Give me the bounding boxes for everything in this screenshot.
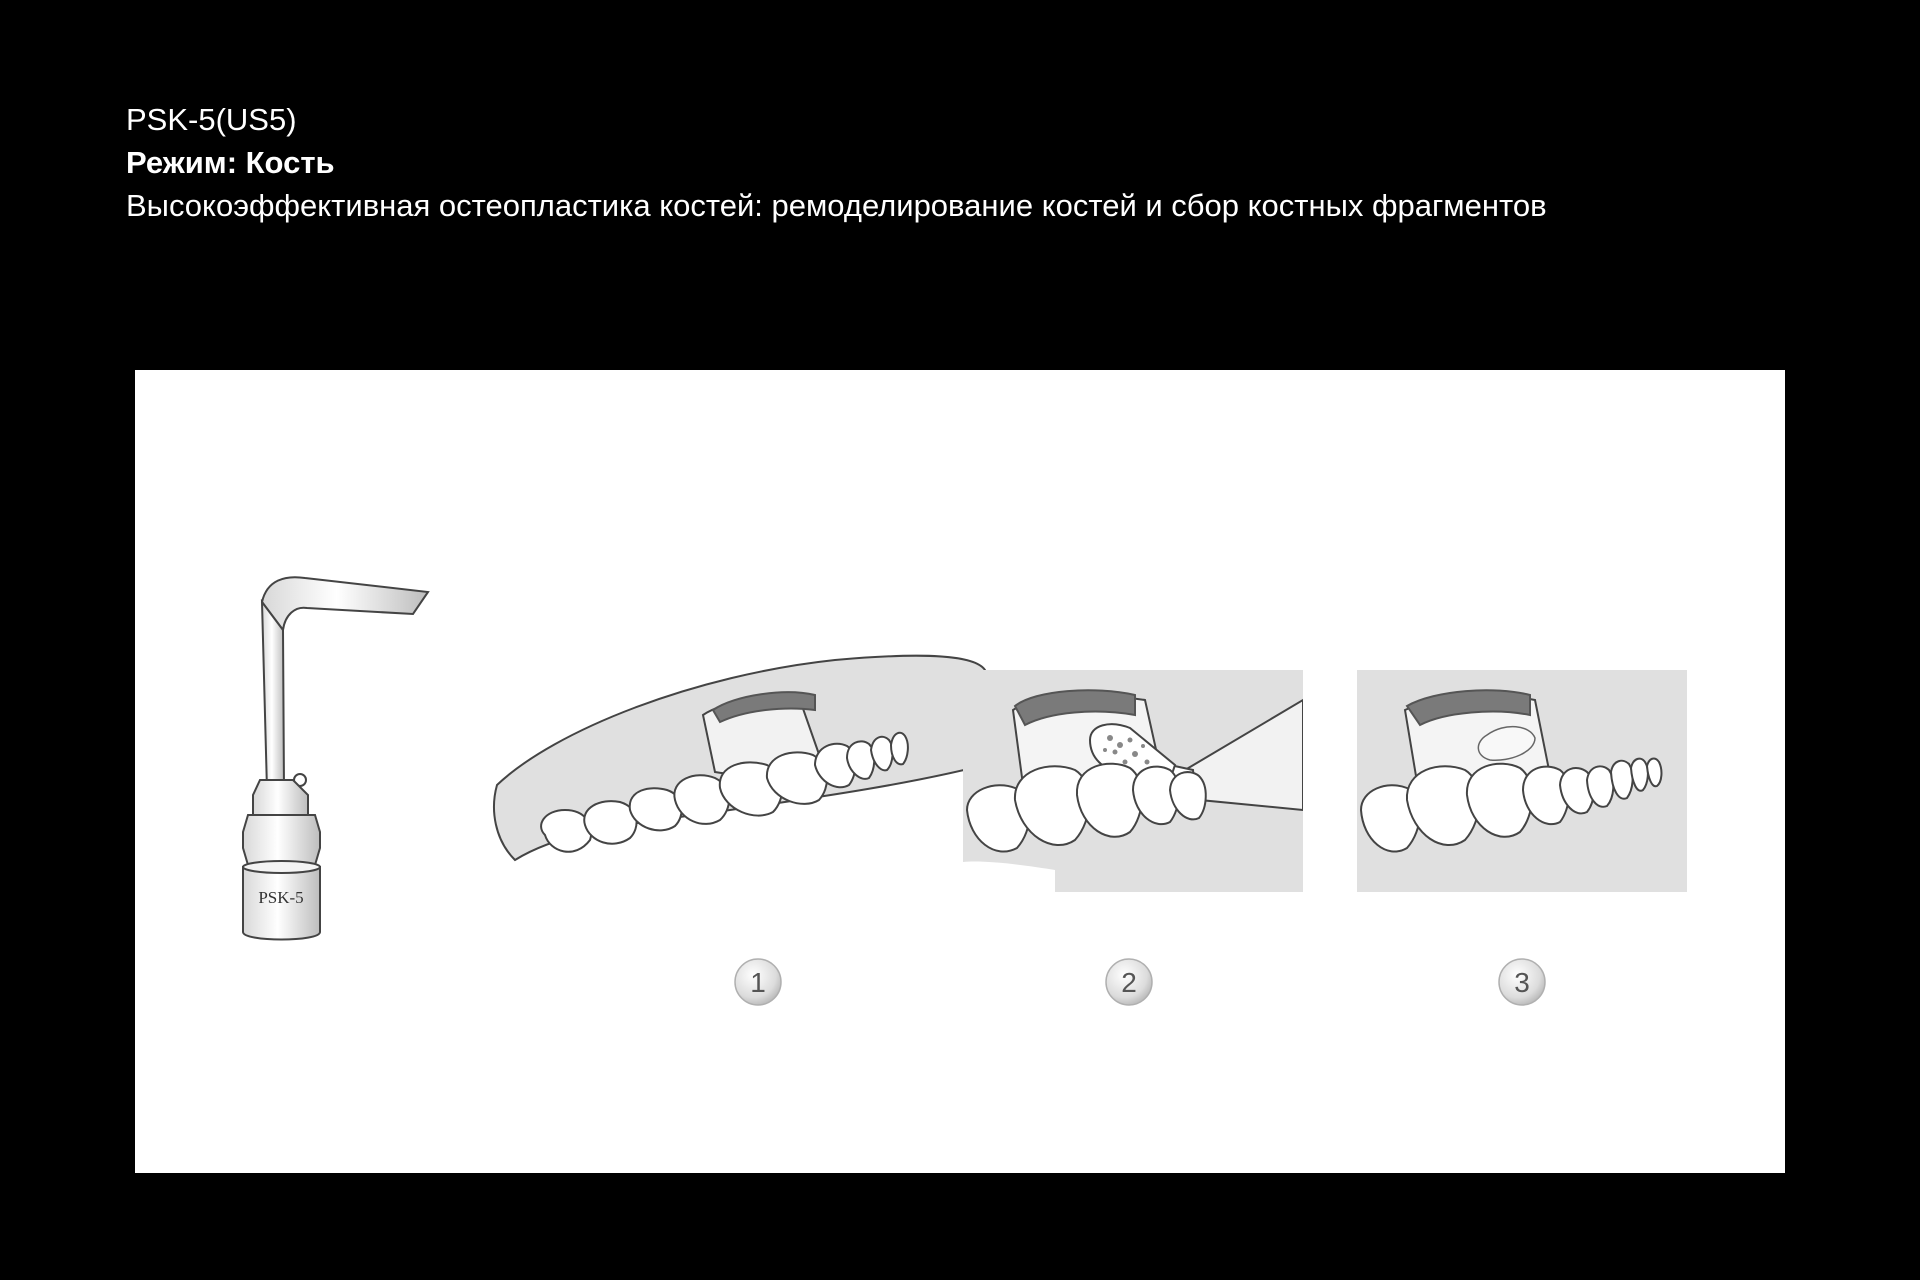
step-2-illustration <box>963 670 1303 900</box>
illustration-panel <box>135 370 1785 1173</box>
step-badge-3 <box>1499 959 1545 1005</box>
tip-blade <box>262 577 428 630</box>
step-badge-2 <box>1106 959 1152 1005</box>
description-text: Высокоэффективная остеопластика костей: ремоделирование костей и сбор костных фрагментов <box>126 188 1547 223</box>
illustration-svg <box>135 370 1785 1173</box>
step-number-1: 1 <box>750 967 766 998</box>
step-badge-1 <box>735 959 781 1005</box>
psk5-tip-drawing <box>243 577 428 939</box>
model-title: PSK-5(US5) <box>126 102 297 137</box>
mode-label: Режим: Кость <box>126 145 335 180</box>
tip-hex-nut <box>243 815 320 865</box>
tip-body-top <box>243 861 320 873</box>
step-number-3: 3 <box>1514 967 1530 998</box>
header-text-block <box>126 98 1547 227</box>
step-3-illustration <box>1357 670 1687 892</box>
tip-shank <box>262 602 284 790</box>
tip-label: PSK-5 <box>258 888 304 907</box>
step-1-illustration <box>494 656 1003 860</box>
step-number-2: 2 <box>1121 967 1137 998</box>
